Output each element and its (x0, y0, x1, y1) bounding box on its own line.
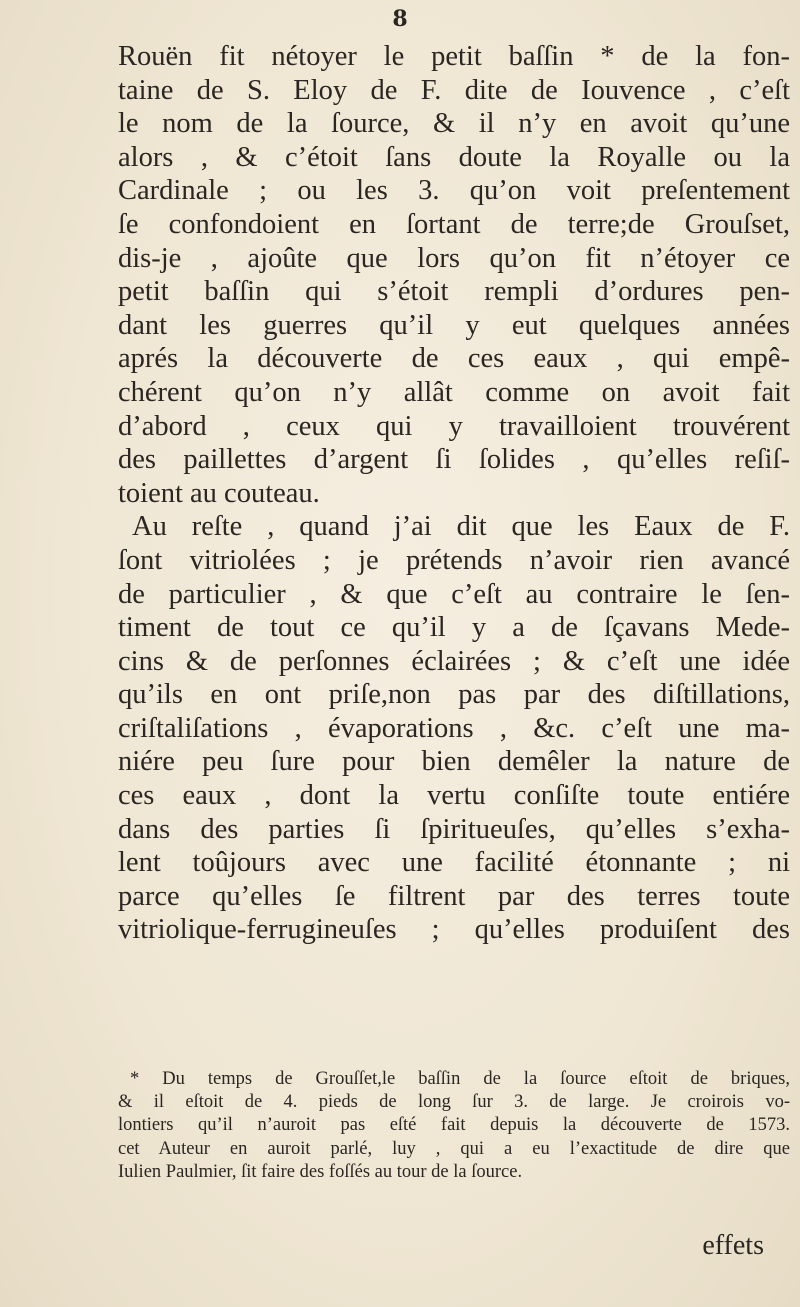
main-text-block (118, 40, 790, 947)
text-line: ces eaux , dont la vertu conſiſte toute entiére (118, 780, 790, 812)
text-line: d’abord , ceux qui y travailloient trouvérent (118, 410, 790, 442)
text-line: criſtaliſations , évaporations , &c. c’eſt une ma- (118, 712, 790, 744)
text-line: de particulier , & que c’eſt au contraire le ſen- (118, 578, 790, 610)
footnote-line: * Du temps de Grouſſet,le baſſin de la ſource eſtoit de briques, (130, 1069, 790, 1089)
text-line: vitriolique-ferrugineuſes ; qu’elles produiſent des (118, 914, 790, 946)
paragraph-end-line: toient au couteau. (118, 477, 320, 509)
text-line: dant les guerres qu’il y eut quelques années (118, 309, 790, 341)
text-line: petit baſſin qui s’étoit rempli d’ordures pen- (118, 276, 790, 308)
text-line: des paillettes d’argent ſi ſolides , qu’elles reſiſ- (118, 444, 790, 476)
text-line: lent toûjours avec une facilité étonnante ; ni (118, 847, 790, 879)
text-line: parce qu’elles ſe filtrent par des terres toute (118, 880, 790, 912)
footnote-line: & il eſtoit de 4. pieds de long ſur 3. de large. Je croirois vo- (118, 1092, 790, 1113)
footnote-block (118, 1068, 790, 1184)
text-line: timent de tout ce qu’il y a de ſçavans Mede- (118, 612, 790, 644)
footnote-line: lontiers qu’il n’auroit pas eſté fait depuis la découverte de 1573. (118, 1115, 790, 1136)
text-line: Rouën fit nétoyer le petit baſſin * de la fon- (118, 41, 790, 72)
text-line: cins & de perſonnes éclairées ; & c’eſt une idée (118, 645, 790, 677)
footnote-line: cet Auteur en auroit parlé, luy , qui a eu l’exactitude de dire que (118, 1138, 790, 1159)
page-number: 8 (392, 6, 408, 32)
catchword: effets (702, 1230, 764, 1261)
text-line: ſont vitriolées ; je prétends n’avoir rien avancé (118, 544, 790, 576)
text-line: le nom de la ſource, & il n’y en avoit qu’une (118, 108, 790, 140)
text-line: Cardinale ; ou les 3. qu’on voit preſentement (118, 175, 790, 207)
paragraph-start-line: Au reſte , quand j’ai dit que les Eaux de F. (132, 511, 790, 543)
text-line: ſe confondoient en ſortant de terre;de Grouſset, (118, 208, 790, 240)
text-line: dans des parties ſi ſpiritueuſes, qu’elles s’exha- (118, 813, 790, 845)
text-line: aprés la découverte de ces eaux , qui empê- (118, 343, 790, 375)
footnote-line: Iulien Paulmier, ſit faire des foſſés au tour de la ſource. (118, 1161, 523, 1182)
text-line: taine de S. Eloy de F. dite de Iouvence , c’eſt (118, 74, 790, 106)
text-line: alors , & c’étoit ſans doute la Royalle ou la (118, 141, 790, 173)
text-line: niére peu ſure pour bien demêler la nature de (118, 746, 790, 778)
text-line: qu’ils en ont priſe,non pas par des diſtillations, (118, 679, 790, 711)
text-line: chérent qu’on n’y allât comme on avoit fait (118, 376, 790, 408)
text-line: dis-je , ajoûte que lors qu’on fit n’étoyer ce (118, 242, 790, 274)
